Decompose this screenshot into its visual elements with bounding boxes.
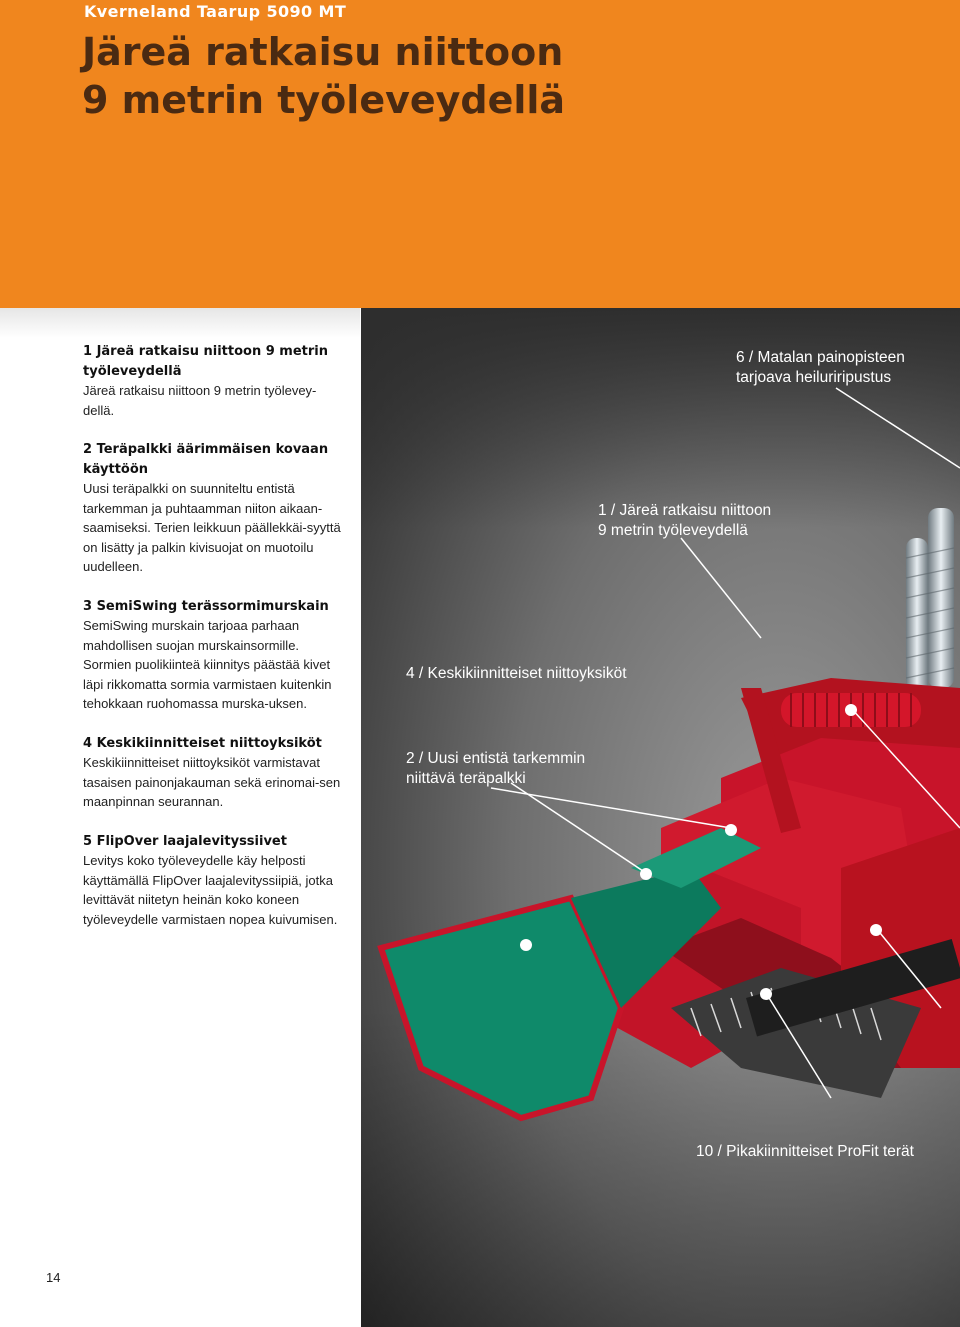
callout-line: niittävä teräpalkki: [406, 770, 526, 787]
feature-body: Uusi teräpalkki on suunniteltu entistä tarkemman ja puhtaamman niiton aikaan-saamiseksi. Terien leikkuun päällekkäi-syyttä on lisätty ja palkin kivisuojat on muotoilu uudelleen.: [83, 481, 341, 574]
feature-body: Järeä ratkaisu niittoon 9 metrin työlevey-dellä.: [83, 383, 317, 418]
left-column-fade: [0, 308, 360, 338]
callout-2-cutterbar: [406, 749, 585, 789]
feature-item-2: [83, 440, 341, 577]
feature-item-3: [83, 597, 341, 714]
callout-6-pendulum-suspension: [736, 348, 905, 388]
feature-heading: 4 Keskikiinnitteiset niittoyksiköt: [83, 735, 322, 751]
feature-heading: 3 SemiSwing terässormimurskain: [83, 598, 329, 614]
callout-line: 9 metrin työleveydellä: [598, 522, 748, 539]
page-number: 14: [46, 1270, 61, 1285]
header-band: [0, 0, 960, 308]
callout-line: 1 / Järeä ratkaisu niittoon: [598, 502, 772, 519]
feature-heading: 2 Teräpalkki äärimmäisen kovaan käyttöön: [83, 442, 329, 477]
callout-line: 10 / Pikakiinnitteiset ProFit terät: [696, 1143, 914, 1160]
feature-item-5: [83, 832, 341, 930]
page-title-line-1: Järeä ratkaisu niittoon: [82, 30, 564, 74]
feature-heading: 5 FlipOver laajalevityssiivet: [83, 833, 287, 849]
feature-body: Levitys koko työleveydelle käy helposti käyttämällä FlipOver laajalevityssiipiä, jotka levittävät niitetyn heinän koko koneen työleveydelle varmistaen nopea kuivumisen.: [83, 853, 338, 927]
feature-body: Keskikiinnitteiset niittoyksiköt varmistavat tasaisen painonjakauman sekä erinomai-sen maanpinnan seurannan.: [83, 755, 341, 809]
feature-item-4: [83, 734, 341, 812]
feature-list: [83, 342, 341, 949]
callout-10-profit-blades: [696, 1142, 914, 1162]
callout-1-heavy-duty-mowing: [598, 501, 771, 541]
product-subtitle: Kverneland Taarup 5090 MT: [84, 2, 347, 21]
feature-heading: 1 Järeä ratkaisu niittoon 9 metrin työleveydellä: [83, 344, 329, 379]
feature-body: SemiSwing murskain tarjoaa parhaan mahdollisen suojan murskainsormille. Sormien puolikiinteä kiinnitys päästää kivet läpi rikkomatta sormia varmistaen kuitenkin tehokkaan ruohomassa murska-uksen.: [83, 618, 332, 711]
page-title: [82, 28, 565, 124]
callout-line: tarjoava heiluriripustus: [736, 369, 892, 386]
callout-4-centre-pivot-units: [406, 664, 627, 684]
feature-item-1: [83, 342, 341, 420]
callout-line: 2 / Uusi entistä tarkemmin: [406, 750, 586, 767]
product-photo: [361, 308, 960, 1327]
callout-line: 4 / Keskikiinnitteiset niittoyksiköt: [406, 665, 627, 682]
callout-line: 6 / Matalan painopisteen: [736, 349, 905, 366]
page-title-line-2: 9 metrin työleveydellä: [82, 78, 566, 122]
